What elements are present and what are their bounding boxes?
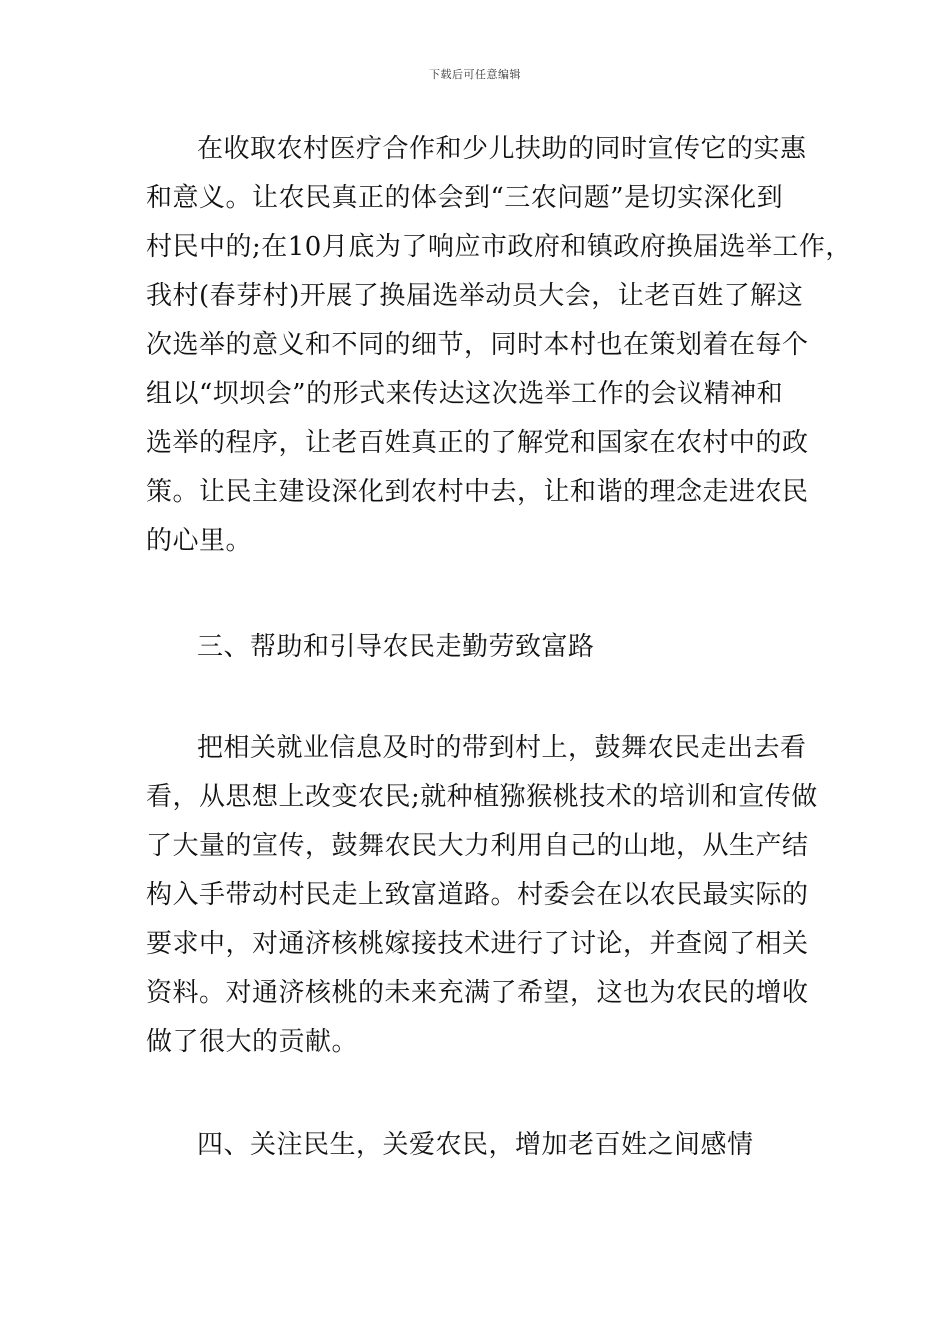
paragraph-line: 资料。对通济核桃的未来充满了希望，这也为农民的增收 [146,978,809,1008]
paragraph-line: 我村(春芽村)开展了换届选举动员大会，让老百姓了解这 [146,281,804,311]
paragraph-line: 了大量的宣传，鼓舞农民大力利用自己的山地，从生产结 [146,831,809,861]
section-heading-4: 四、关注民生，关爱农民，增加老百姓之间感情 [197,1130,754,1160]
paragraph-line: 把相关就业信息及时的带到村上，鼓舞农民走出去看 [197,733,807,763]
paragraph-line: 策。让民主建设深化到农村中去，让和谐的理念走进农民 [146,477,809,507]
section-heading-3: 三、帮助和引导农民走勤劳致富路 [197,632,595,662]
paragraph-line: 和意义。让农民真正的体会到“三农问题”是切实深化到 [146,183,784,213]
paragraph-line: 做了很大的贡献。 [146,1027,359,1057]
paragraph-line: 构入手带动村民走上致富道路。村委会在以农民最实际的 [146,880,809,910]
header-note: 下载后可任意编辑 [429,68,521,81]
paragraph-line: 的心里。 [146,526,253,556]
paragraph-line: 次选举的意义和不同的细节，同时本村也在策划着在每个 [146,330,809,360]
paragraph-line: 要求中，对通济核桃嫁接技术进行了讨论，并查阅了相关 [146,929,809,959]
paragraph-line: 看，从思想上改变农民;就种植猕猴桃技术的培训和宣传做 [146,782,818,812]
paragraph-line: 村民中的;在10月底为了响应市政府和镇政府换届选举工作， [146,232,852,262]
paragraph-line: 在收取农村医疗合作和少儿扶助的同时宣传它的实惠 [197,134,807,164]
paragraph-line: 组以“坝坝会”的形式来传达这次选举工作的会议精神和 [146,379,784,409]
paragraph-line: 选举的程序，让老百姓真正的了解党和国家在农村中的政 [146,428,809,458]
